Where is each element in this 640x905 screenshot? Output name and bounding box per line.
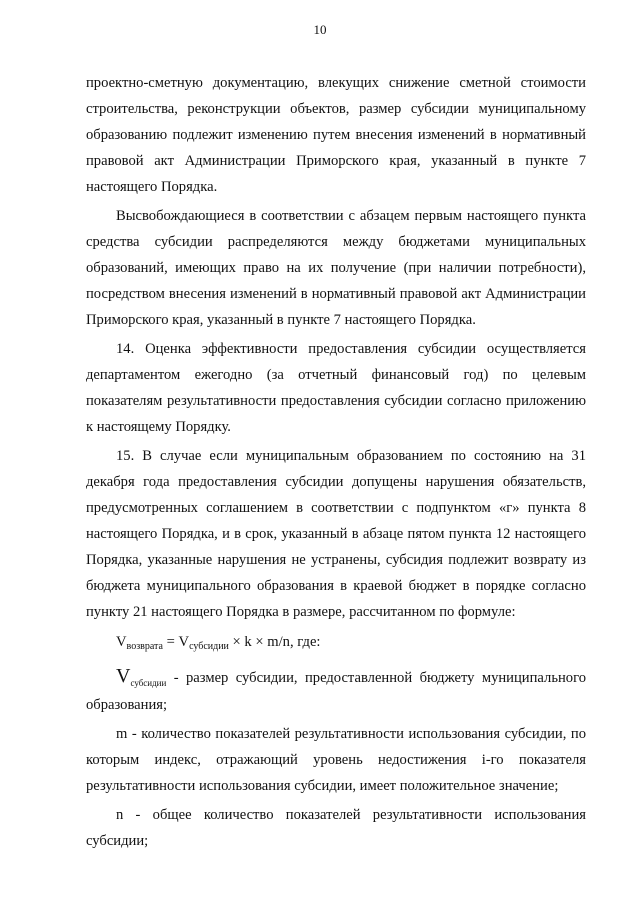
formula-sub-return: возврата	[126, 641, 163, 652]
definition-v-subsidy	[86, 663, 586, 718]
formula-sub-subsidy: субсидии	[189, 641, 229, 652]
refund-formula	[86, 629, 586, 657]
paragraph-continuation: проектно-сметную документацию, влекущих снижение сметной стоимости строительства, реконструкции объектов, размер субсидии муниципальному образованию подлежит изменению путем внесения изменений в нормативный правовой акт Администрации Приморского края, указанный в пункте 7 настоящего Порядка.	[86, 75, 586, 195]
definition-m: m - количество показателей результативности использования субсидии, по которым индекс, отражающий уровень недостижения i-го показателя результативности использования субсидии, имеет положительное значение;	[86, 726, 586, 794]
paragraph-14-efficiency: 14. Оценка эффективности предоставления субсидии осуществляется департаментом ежегодно (за отчетный финансовый год) по целевым показателям результативности предоставления субсидии согласно приложению к настоящему Порядку.	[86, 341, 586, 435]
page-number: 10	[313, 22, 327, 37]
formula-rest: × k × m/n, где:	[228, 634, 321, 650]
definition-v-sub: субсидии	[130, 678, 167, 688]
formula-v-subsidy: V	[178, 634, 190, 650]
document-body	[86, 70, 586, 857]
definition-v-text: - размер субсидии, предоставленной бюджету муниципального образования;	[86, 670, 586, 713]
paragraph-15-refund: 15. В случае если муниципальным образованием по состоянию на 31 декабря года предоставления субсидии допущены нарушения обязательств, предусмотренных соглашением в соответствии с подпунктом «г» пункта 8 настоящего Порядка, и в срок, указанный в абзаце пятом пункта 12 настоящего Порядка, указанные нарушения не устранены, субсидия подлежит возврату из бюджета муниципального образования в краевой бюджет в порядке согласно пункту 21 настоящего Порядка в размере, рассчитанном по формуле:	[86, 448, 586, 620]
formula-equals: =	[162, 634, 179, 650]
paragraph-released-funds: Высвобождающиеся в соответствии с абзацем первым настоящего пункта средства субсидии распределяются между бюджетами муниципальных образований, имеющих право на их получение (при наличии потребности), посредством внесения изменений в нормативный правовой акт Администрации Приморского края, указанный в пункте 7 настоящего Порядка.	[86, 208, 586, 328]
definition-n: n - общее количество показателей результативности использования субсидии;	[86, 807, 586, 849]
formula-v-return: V	[116, 634, 127, 650]
definition-v-symbol: V	[116, 665, 131, 687]
